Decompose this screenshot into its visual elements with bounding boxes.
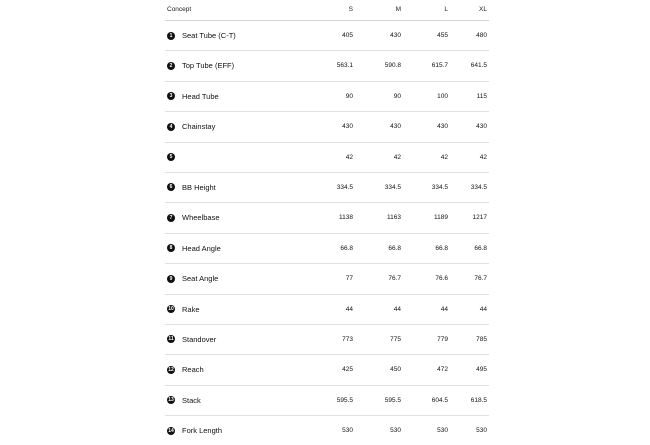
row-label: Reach bbox=[182, 365, 204, 375]
table-row bbox=[165, 325, 489, 355]
value-cell-m: 334.5 bbox=[384, 183, 401, 191]
value-cell-l: 472 bbox=[437, 366, 448, 374]
value-cell-s: 90 bbox=[345, 92, 353, 100]
value-cell-l: 530 bbox=[437, 427, 448, 435]
value-cell-l: 1189 bbox=[434, 214, 448, 222]
table-row bbox=[165, 355, 489, 385]
row-number-badge: 13 bbox=[168, 397, 174, 404]
value-cell-s: 563.1 bbox=[336, 62, 353, 70]
value-cell-m: 775 bbox=[390, 335, 401, 343]
value-cell-l: 615.7 bbox=[431, 62, 448, 70]
row-number-badge: 12 bbox=[168, 366, 174, 373]
value-cell-m: 450 bbox=[390, 366, 401, 374]
value-cell-xl: 334.5 bbox=[470, 183, 487, 191]
value-cell-xl: 44 bbox=[479, 305, 487, 313]
geometry-table bbox=[165, 0, 489, 445]
value-cell-m: 66.8 bbox=[388, 244, 401, 252]
header-concept: Concept bbox=[167, 6, 192, 13]
table-header bbox=[165, 0, 489, 21]
row-number-badge: 6 bbox=[167, 183, 175, 191]
value-cell-l: 44 bbox=[440, 305, 448, 313]
value-cell-xl: 641.5 bbox=[470, 62, 487, 70]
row-label: Rake bbox=[182, 304, 200, 314]
value-cell-xl: 76.7 bbox=[474, 275, 487, 283]
value-cell-l: 76.6 bbox=[435, 275, 448, 283]
row-label: Head Angle bbox=[182, 243, 221, 253]
header-size-m: M bbox=[395, 6, 401, 13]
row-number-badge: 2 bbox=[167, 62, 175, 70]
table-row bbox=[165, 173, 489, 203]
value-cell-m: 44 bbox=[393, 305, 401, 313]
row-label: Stack bbox=[182, 395, 201, 405]
value-cell-l: 455 bbox=[437, 32, 448, 39]
value-cell-l: 604.5 bbox=[431, 396, 448, 404]
value-cell-s: 595.5 bbox=[336, 396, 353, 404]
table-row bbox=[165, 295, 489, 325]
row-number-badge: 11 bbox=[168, 336, 174, 343]
value-cell-m: 90 bbox=[393, 92, 401, 100]
value-cell-m: 530 bbox=[390, 427, 401, 435]
row-label: Fork Length bbox=[182, 426, 223, 436]
value-cell-l: 66.8 bbox=[435, 244, 448, 252]
header-size-xl: XL bbox=[479, 6, 487, 13]
row-label: Seat Tube (C-T) bbox=[182, 31, 236, 40]
value-cell-xl: 785 bbox=[476, 335, 487, 343]
row-number-badge: 10 bbox=[168, 306, 174, 313]
value-cell-xl: 480 bbox=[476, 32, 487, 39]
value-cell-m: 430 bbox=[390, 123, 401, 131]
value-cell-s: 44 bbox=[345, 305, 353, 313]
table-row bbox=[165, 112, 489, 142]
value-cell-xl: 66.8 bbox=[474, 244, 487, 252]
table-row bbox=[165, 82, 489, 112]
table-row bbox=[165, 21, 489, 51]
value-cell-s: 773 bbox=[342, 335, 353, 343]
value-cell-xl: 42 bbox=[479, 153, 487, 161]
value-cell-s: 530 bbox=[342, 427, 353, 435]
row-number-badge: 3 bbox=[167, 92, 175, 100]
value-cell-s: 42 bbox=[345, 153, 353, 161]
table-row bbox=[165, 203, 489, 233]
row-label: Seat Angle bbox=[182, 274, 219, 284]
value-cell-m: 1163 bbox=[387, 214, 401, 222]
value-cell-m: 595.5 bbox=[384, 396, 401, 404]
header-size-l: L bbox=[444, 6, 448, 13]
value-cell-s: 334.5 bbox=[336, 183, 353, 191]
value-cell-l: 430 bbox=[437, 123, 448, 131]
table-row bbox=[165, 416, 489, 445]
table-row bbox=[165, 234, 489, 264]
value-cell-m: 76.7 bbox=[388, 275, 401, 283]
row-number-badge: 7 bbox=[167, 214, 175, 222]
value-cell-xl: 495 bbox=[476, 366, 487, 374]
row-number-badge: 5 bbox=[167, 153, 175, 161]
row-number-badge: 4 bbox=[167, 123, 175, 131]
table-row bbox=[165, 51, 489, 81]
value-cell-s: 405 bbox=[342, 32, 353, 39]
value-cell-s: 77 bbox=[345, 275, 353, 283]
value-cell-s: 430 bbox=[342, 123, 353, 131]
row-number-badge: 8 bbox=[167, 244, 175, 252]
table-row bbox=[165, 264, 489, 294]
value-cell-m: 430 bbox=[390, 32, 401, 39]
row-number-badge: 1 bbox=[167, 32, 175, 40]
row-label: Wheelbase bbox=[182, 213, 220, 223]
value-cell-s: 1138 bbox=[339, 214, 353, 222]
row-number-badge: 9 bbox=[167, 275, 175, 283]
row-label: Standover bbox=[182, 334, 217, 344]
value-cell-xl: 430 bbox=[476, 123, 487, 131]
row-label: Chainstay bbox=[182, 122, 216, 132]
row-label: Head Tube bbox=[182, 91, 219, 101]
table-row bbox=[165, 143, 489, 173]
value-cell-xl: 1217 bbox=[472, 214, 487, 222]
value-cell-l: 779 bbox=[437, 335, 448, 343]
value-cell-s: 425 bbox=[342, 366, 353, 374]
table-body bbox=[165, 21, 489, 445]
value-cell-xl: 530 bbox=[476, 427, 487, 435]
header-size-s: S bbox=[348, 6, 353, 13]
value-cell-xl: 618.5 bbox=[470, 396, 487, 404]
row-number-badge: 14 bbox=[168, 427, 174, 434]
table-row bbox=[165, 386, 489, 416]
value-cell-s: 66.8 bbox=[340, 244, 353, 252]
value-cell-m: 42 bbox=[393, 153, 401, 161]
value-cell-xl: 115 bbox=[476, 92, 487, 100]
value-cell-l: 334.5 bbox=[431, 183, 448, 191]
row-label: Top Tube (EFF) bbox=[182, 61, 235, 71]
value-cell-m: 590.8 bbox=[384, 62, 401, 70]
row-label: BB Height bbox=[182, 182, 216, 192]
value-cell-l: 100 bbox=[437, 92, 448, 100]
value-cell-l: 42 bbox=[440, 153, 448, 161]
